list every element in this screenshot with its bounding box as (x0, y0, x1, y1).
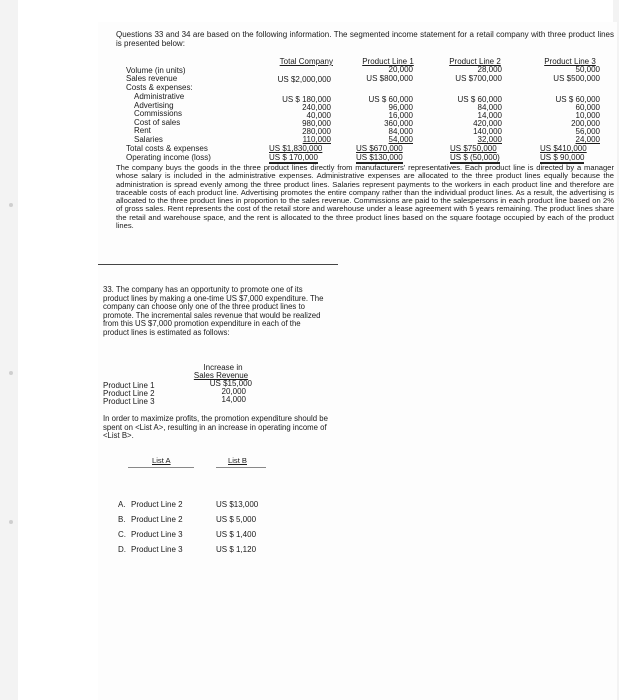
option-list-a: Product Line 2 (131, 500, 183, 509)
list-divider (128, 467, 194, 468)
option-letter: A. (118, 500, 126, 509)
cell: US $700,000 (455, 74, 502, 83)
row-label-operating-income: Operating income (loss) (126, 153, 211, 162)
cell: 24,000 (575, 135, 600, 144)
cost-label: Rent (134, 126, 151, 135)
cost-label: Administrative (134, 92, 185, 101)
option-list-a: Product Line 2 (131, 515, 183, 524)
description-paragraph: The company buys the goods in the three product lines directly from manufacturers' representatives. Each product line is directed by a manager whose salary is included in the administrative expenses. Administrative expenses are allocated to the three product lines equally because the administration is spread evenly among the three product lines. Salaries represent payments to the workers in each product line and therefore are traceable costs of each product line. Advertising promotes the entire company rather than the individual product lines. As a result, the advertising is allocated to the three product lines in proportion to the sales revenue. Commissions are paid to the salespersons in each product line based on 2% of gross sales. Rent represents the cost of the retail store and warehouse under a lease agreement with 5 years remaining. The product lines share the retail and warehouse space, and the rent is allocated to the three product lines based on the square footage occupied by each of the product lines. (116, 163, 614, 231)
cell: US $ 60,000 (368, 95, 413, 104)
cell: US $130,000 (356, 153, 403, 162)
cell: 40,000 (306, 111, 331, 120)
cell: US $ 60,000 (457, 95, 502, 104)
cell: 10,000 (575, 111, 600, 120)
cell: US $750,000 (450, 144, 497, 153)
sales-increase-value: US $15,000 (209, 379, 252, 388)
question-33-text: 33. The company has an opportunity to promote one of its product lines by making a one-time US $7,000 expenditure. The company can choose only one of the three product lines to promote. The incremental sales revenue that would be realized from this US $7,000 promotion expenditure in each of the product lines is estimated as follows: (103, 285, 324, 337)
product-line-label: Product Line 1 (103, 381, 155, 390)
cell: US $670,000 (356, 144, 403, 153)
cell: US $ 170,000 (269, 153, 318, 162)
cell: 28,000 (477, 65, 502, 74)
option-letter: B. (118, 515, 126, 524)
left-margin (0, 0, 18, 700)
cell: 50,000 (575, 65, 600, 74)
sales-increase-value: 14,000 (221, 395, 246, 404)
cell: US $800,000 (366, 74, 413, 83)
increase-header: Sales Revenue (193, 371, 249, 380)
list-divider (216, 467, 266, 468)
cost-label: Salaries (134, 135, 163, 144)
margin-dot (9, 203, 13, 207)
option-letter: C. (118, 530, 126, 539)
cell: US $ 180,000 (282, 95, 331, 104)
cell: 16,000 (388, 111, 413, 120)
option-list-a: Product Line 3 (131, 530, 183, 539)
option-letter: D. (118, 545, 126, 554)
cell: 60,000 (575, 103, 600, 112)
cell: 980,000 (302, 119, 331, 128)
list-b-header: List B (228, 456, 247, 465)
sales-increase-value: 20,000 (221, 387, 246, 396)
costs-label: Costs & expenses: (126, 83, 193, 92)
row-label-volume: Volume (in units) (126, 66, 186, 75)
cost-label: Advertising (134, 101, 174, 110)
margin-dot (9, 520, 13, 524)
cell: 240,000 (302, 103, 331, 112)
cost-label: Cost of sales (134, 118, 181, 127)
divider (98, 264, 338, 265)
cell: US $410,000 (540, 144, 587, 153)
option-list-b: US $ 1,120 (216, 545, 257, 554)
cell: 140,000 (473, 127, 502, 136)
column-header: Product Line 1 (362, 57, 414, 66)
cell: 54,000 (388, 135, 413, 144)
cell: 200,000 (571, 119, 600, 128)
cell: 32,000 (477, 135, 502, 144)
option-list-b: US $ 1,400 (216, 530, 257, 539)
list-a-header: List A (152, 456, 171, 465)
cell: US $ 90,000 (540, 153, 585, 162)
cell: US $ 60,000 (555, 95, 600, 104)
cell: US $500,000 (553, 74, 600, 83)
row-label-sales: Sales revenue (126, 74, 178, 83)
cell: US $ (50,000) (450, 153, 500, 162)
cell: 96,000 (388, 103, 413, 112)
option-list-b: US $ 5,000 (216, 515, 257, 524)
question-prompt: In order to maximize profits, the promotion expenditure should be spent on <List A>, resulting in an increase in operating income of <List B>. (103, 414, 328, 441)
cell: 360,000 (384, 119, 413, 128)
column-header: Total Company (279, 57, 333, 66)
cell: 56,000 (575, 127, 600, 136)
cell: 280,000 (302, 127, 331, 136)
cell: 420,000 (473, 119, 502, 128)
column-header: Product Line 3 (544, 57, 596, 66)
cell: 20,000 (388, 65, 413, 74)
cell: 84,000 (388, 127, 413, 136)
cell: US $1,830,000 (269, 144, 323, 153)
margin-dot (9, 371, 13, 375)
product-line-label: Product Line 2 (103, 389, 155, 398)
option-list-a: Product Line 3 (131, 545, 183, 554)
document-page (98, 22, 617, 700)
intro-text: Questions 33 and 34 are based on the following information. The segmented income statement for a retail company with three product lines is presented below: (116, 30, 614, 48)
cell: 110,000 (302, 135, 331, 144)
cost-label: Commissions (134, 109, 183, 118)
product-line-label: Product Line 3 (103, 397, 155, 406)
cell: 84,000 (477, 103, 502, 112)
row-label-total-costs: Total costs & expenses (126, 144, 208, 153)
cell: 14,000 (477, 111, 502, 120)
column-header: Product Line 2 (449, 57, 501, 66)
option-list-b: US $13,000 (216, 500, 259, 509)
cell: US $2,000,000 (277, 75, 331, 84)
increase-header: Increase in (203, 363, 243, 372)
